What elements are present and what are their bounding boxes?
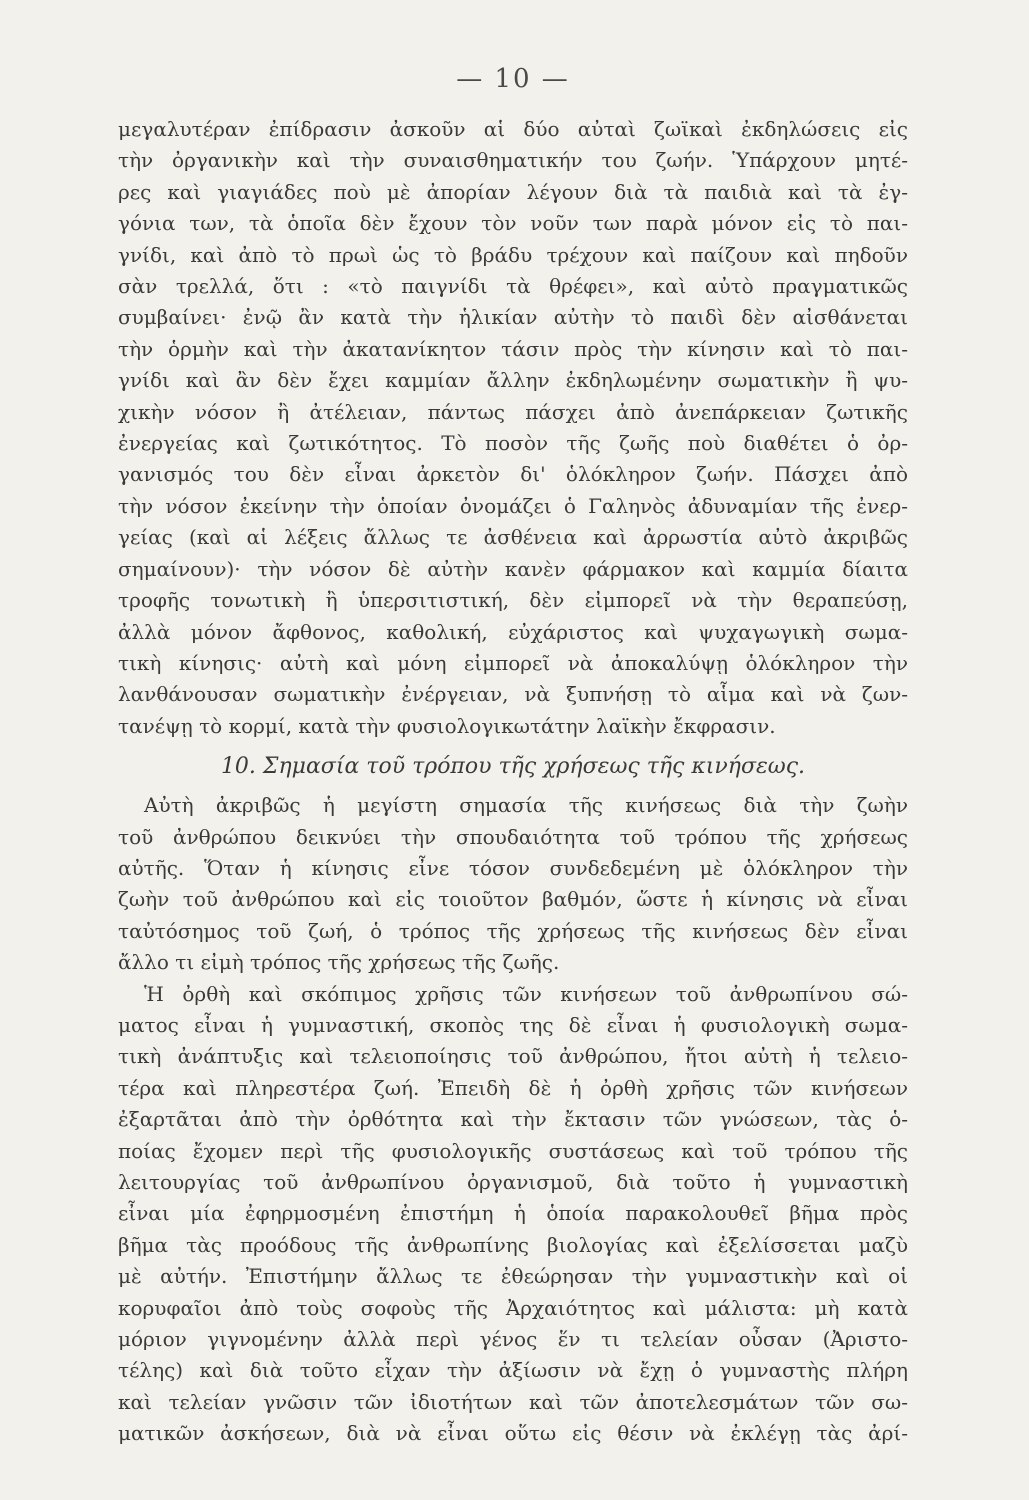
text-line: ματικῶν ἀσκήσεων, διὰ νὰ εἶναι οὕτω εἰς θέσιν νὰ ἐκλέγῃ τὰς ἀρί- — [118, 1421, 908, 1446]
text-line: καὶ τελείαν γνῶσιν τῶν ἰδιοτήτων καὶ τῶν ἀποτελεσμάτων τῶν σω- — [118, 1389, 908, 1414]
text-line: λανθάνουσαν σωματικὴν ἐνέργειαν, νὰ ξυπνήσῃ τὸ αἷμα καὶ νὰ ζων- — [118, 682, 908, 707]
text-line: ζωὴν τοῦ ἀνθρώπου καὶ εἰς τοιοῦτον βαθμόν, ὥστε ἡ κίνησις νὰ εἶναι — [118, 887, 908, 912]
text-line: ταὐτόσημος τοῦ ζωή, ὁ τρόπος τῆς χρήσεως τῆς κινήσεως δὲν εἶναι — [118, 918, 908, 943]
text-line: τὴν ὀργανικὴν καὶ τὴν συναισθηματικήν του ζωήν. Ὑπάρχουν μητέ- — [118, 148, 908, 173]
text-line: τέρα καὶ πληρεστέρα ζωή. Ἐπειδὴ δὲ ἡ ὀρθὴ χρῆσις τῶν κινήσεων — [118, 1075, 908, 1100]
text-line: τὴν ὁρμὴν καὶ τὴν ἀκατανίκητον τάσιν πρὸς τὴν κίνησιν καὶ τὸ παι- — [118, 336, 908, 361]
text-line: αὐτῆς. Ὅταν ἡ κίνησις εἶνε τόσον συνδεδεμένη μὲ ὁλόκληρον τὴν — [118, 855, 908, 880]
text-line: ἄλλο τι εἰμὴ τρόπος τῆς χρήσεως τῆς ζωῆς. — [118, 950, 560, 975]
text-line: ποίας ἔχομεν περὶ τῆς φυσιολογικῆς συστάσεως καὶ τοῦ τρόπου τῆς — [118, 1138, 908, 1163]
text-line: συμβαίνει· ἐνῷ ἂν κατὰ τὴν ἡλικίαν αὐτὴν τὸ παιδὶ δὲν αἰσθάνεται — [118, 305, 908, 330]
text-line: ματος εἶναι ἡ γυμναστική, σκοπὸς της δὲ εἶναι ἡ φυσιολογικὴ σωμα- — [118, 1012, 908, 1037]
text-line: Αὐτὴ ἀκριβῶς ἡ μεγίστη σημασία τῆς κινήσεως διὰ τὴν ζωὴν — [144, 793, 908, 818]
text-line: λειτουργίας τοῦ ἀνθρωπίνου ὀργανισμοῦ, διὰ τοῦτο ἡ γυμναστικὴ — [118, 1170, 908, 1194]
text-line: γνίδι καὶ ἂν δὲν ἔχει καμμίαν ἄλλην ἐκδηλωμένην σωματικὴν ἢ ψυ- — [118, 368, 908, 393]
document-page — [118, 64, 908, 1450]
section-heading: 10. Σημασία τοῦ τρόπου τῆς χρήσεως τῆς κινήσεως. — [220, 754, 806, 780]
text-line: τέλης) καὶ διὰ τοῦτο εἶχαν τὴν ἀξίωσιν νὰ ἔχῃ ὁ γυμναστὴς πλήρη — [118, 1358, 908, 1383]
text-line: γείας (καὶ αἱ λέξεις ἄλλως τε ἀσθένεια καὶ ἀρρωστία αὐτὸ ἀκριβῶς — [118, 525, 908, 550]
page-number: — 10 — — [456, 64, 570, 94]
text-line: χικὴν νόσον ἢ ἀτέλειαν, πάντως πάσχει ἀπὸ ἀνεπάρκειαν ζωτικῆς — [118, 399, 908, 424]
text-line: ἐξαρτᾶται ἀπὸ τὴν ὀρθότητα καὶ τὴν ἔκτασιν τῶν γνώσεων, τὰς ὁ- — [118, 1107, 908, 1132]
text-line: τοῦ ἀνθρώπου δεικνύει τὴν σπουδαιότητα τοῦ τρόπου τῆς χρήσεως — [118, 824, 908, 849]
paragraph-3 — [118, 979, 908, 1450]
text-line: ἀλλὰ μόνον ἄφθονος, καθολική, εὐχάριστος καὶ ψυχαγωγικὴ σωμα- — [118, 619, 908, 644]
text-line: μόριον γιγνομένην ἀλλὰ περὶ γένος ἕν τι τελείαν οὖσαν (Ἀριστο- — [118, 1327, 908, 1352]
text-line: βῆμα τὰς προόδους τῆς ἀνθρωπίνης βιολογίας καὶ ἐξελίσσεται μαζὺ — [118, 1232, 908, 1257]
text-line: Ἡ ὀρθὴ καὶ σκόπιμος χρῆσις τῶν κινήσεων τοῦ ἀνθρωπίνου σώ- — [144, 981, 908, 1006]
text-line: γόνια των, τὰ ὁποῖα δὲν ἔχουν τὸν νοῦν των παρὰ μόνον εἰς τὸ παι- — [118, 211, 908, 236]
text-line: μεγαλυτέραν ἐπίδρασιν ἀσκοῦν αἱ δύο αὐταὶ ζωϊκαὶ ἐκδηλώσεις εἰς — [118, 117, 908, 141]
paragraph-2 — [118, 790, 908, 978]
paragraph-1 — [118, 114, 908, 742]
text-line: τανέψῃ τὸ κορμί, κατὰ τὴν φυσιολογικωτάτην λαϊκὴν ἔκφρασιν. — [118, 713, 776, 738]
text-line: τροφῆς τονωτικὴ ἢ ὑπερσιτιστική, δὲν εἰμπορεῖ νὰ τὴν θεραπεύσῃ, — [118, 588, 908, 613]
text-line: γανισμός του δὲν εἶναι ἀρκετὸν δι' ὁλόκληρον ζωήν. Πάσχει ἀπὸ — [118, 462, 908, 487]
text-line: εἶναι μία ἐφηρμοσμένη ἐπιστήμη ἡ ὁποία παρακολουθεῖ βῆμα πρὸς — [118, 1201, 908, 1226]
text-line: κορυφαῖοι ἀπὸ τοὺς σοφοὺς τῆς Ἀρχαιότητος καὶ μάλιστα: μὴ κατὰ — [118, 1295, 908, 1320]
text-line: τικὴ κίνησις· αὐτὴ καὶ μόνη εἰμπορεῖ νὰ ἀποκαλύψῃ ὁλόκληρον τὴν — [118, 650, 908, 675]
text-line: μὲ αὐτήν. Ἐπιστήμην ἄλλως τε ἐθεώρησαν τὴν γυμναστικὴν καὶ οἱ — [118, 1264, 908, 1289]
text-line: σημαίνουν)· τὴν νόσον δὲ αὐτὴν κανὲν φάρμακον καὶ καμμία δίαιτα — [118, 556, 908, 581]
text-line: γνίδι, καὶ ἀπὸ τὸ πρωὶ ὡς τὸ βράδυ τρέχουν καὶ παίζουν καὶ πηδοῦν — [118, 242, 908, 267]
text-line: σὰν τρελλά, ὅτι : «τὸ παιγνίδι τὰ θρέφει», καὶ αὐτὸ πραγματικῶς — [118, 274, 908, 299]
text-line: ρες καὶ γιαγιάδες ποὺ μὲ ἀπορίαν λέγουν διὰ τὰ παιδιὰ καὶ τὰ ἐγ- — [118, 179, 908, 204]
text-line: τὴν νόσον ἐκείνην τὴν ὁποίαν ὀνομάζει ὁ Γαληνὸς ἀδυναμίαν τῆς ἐνερ- — [118, 493, 908, 518]
text-line: τικὴ ἀνάπτυξις καὶ τελειοποίησις τοῦ ἀνθρώπου, ἤτοι αὐτὴ ἡ τελειο- — [118, 1044, 908, 1069]
text-line: ἐνεργείας καὶ ζωτικότητος. Τὸ ποσὸν τῆς ζωῆς ποὺ διαθέτει ὁ ὀρ- — [118, 431, 908, 456]
